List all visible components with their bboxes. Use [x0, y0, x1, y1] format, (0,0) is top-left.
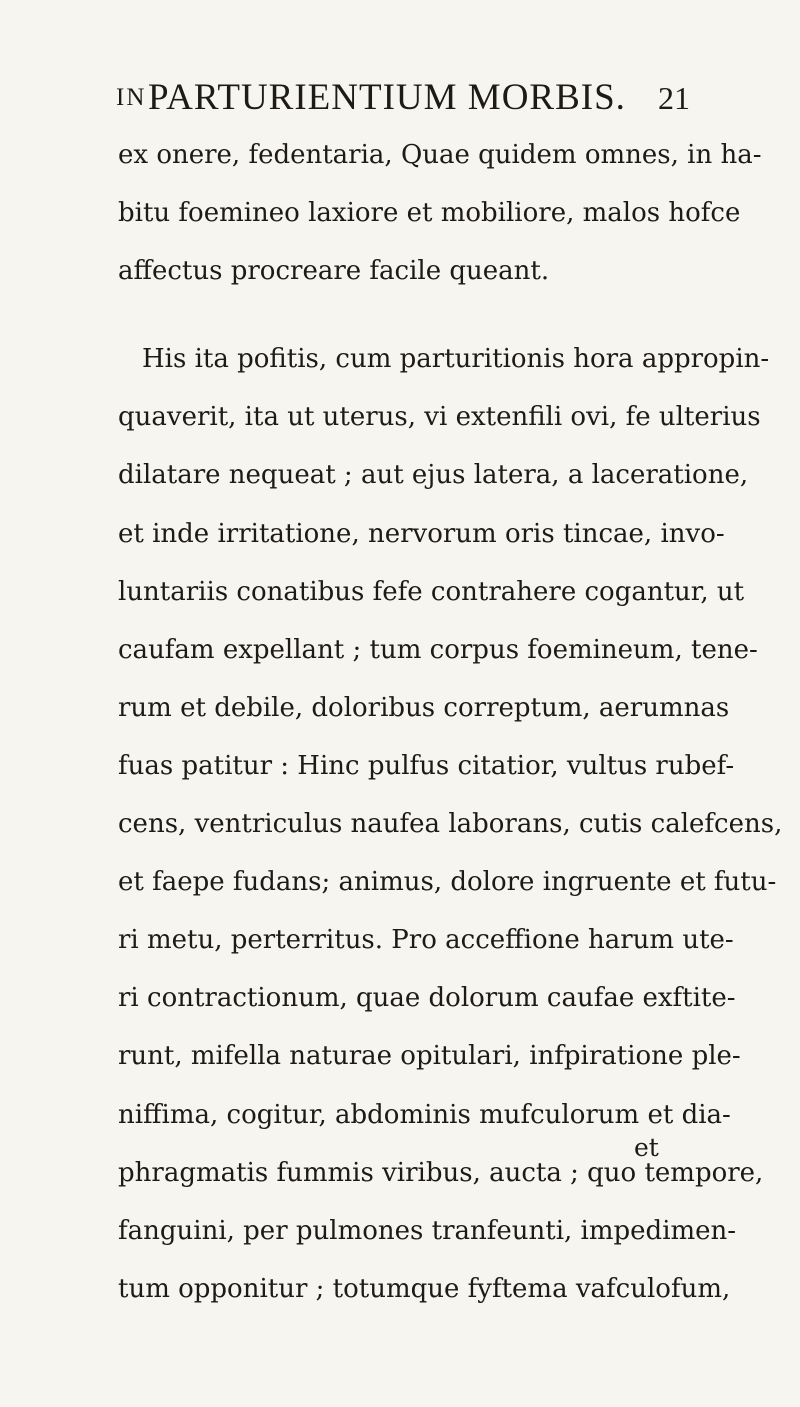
text-line: ri contractionum, quae dolorum caufae exftite-	[118, 983, 736, 1014]
text-line: et faepe fudans; animus, dolore ingruente et futu-	[118, 867, 777, 898]
page-number: 21	[658, 80, 690, 116]
text-line: ex onere, fedentaria, Quae quidem omnes, in ha-	[118, 140, 762, 170]
paragraph-2	[118, 330, 783, 1318]
running-head-prefix: IN	[116, 84, 147, 111]
text-line: rum et debile, doloribus correptum, aerumnas	[118, 692, 730, 723]
text-line: phragmatis fummis viribus, aucta ; quo tempore,	[118, 1157, 764, 1188]
text-line: fanguini, per pulmones tranfeunti, impedimen-	[118, 1215, 737, 1246]
text-line: cens, ventriculus naufea laborans, cutis calefcens,	[118, 809, 783, 840]
text-line: runt, mifella naturae opitulari, infpiratione ple-	[118, 1041, 741, 1072]
running-head-title: PARTURIENTIUM MORBIS.	[148, 77, 626, 118]
text-line: affectus procreare facile queant.	[118, 256, 550, 287]
body-text	[118, 126, 783, 1318]
text-line: dilatare nequeat ; aut ejus latera, a laceratione,	[118, 460, 749, 491]
text-line: et inde irritatione, nervorum oris tincae, invo-	[118, 518, 725, 549]
text-line: luntariis conatibus fefe contrahere cogantur, ut	[118, 576, 745, 607]
text-line: bitu foemineo laxiore et mobiliore, malos hofce	[118, 198, 741, 229]
paragraph-1	[118, 126, 762, 300]
text-line: quaverit, ita ut uterus, vi extenfili ovi, fe ulterius	[118, 402, 761, 433]
text-line: caufam expellant ; tum corpus foemineum, tene-	[118, 634, 758, 665]
running-head	[116, 76, 690, 126]
text-line: ri metu, perterritus. Pro acceffione harum ute-	[118, 925, 734, 956]
text-line: niffima, cogitur, abdominis mufculorum et dia-	[118, 1099, 731, 1130]
catchword: et	[634, 1133, 659, 1162]
text-line: His ita pofitis, cum parturitionis hora appropin-	[142, 344, 770, 375]
text-line: tum opponitur ; totumque fyftema vafculofum,	[118, 1273, 731, 1304]
text-line: fuas patitur : Hinc pulfus citatior, vultus rubef-	[118, 750, 735, 781]
